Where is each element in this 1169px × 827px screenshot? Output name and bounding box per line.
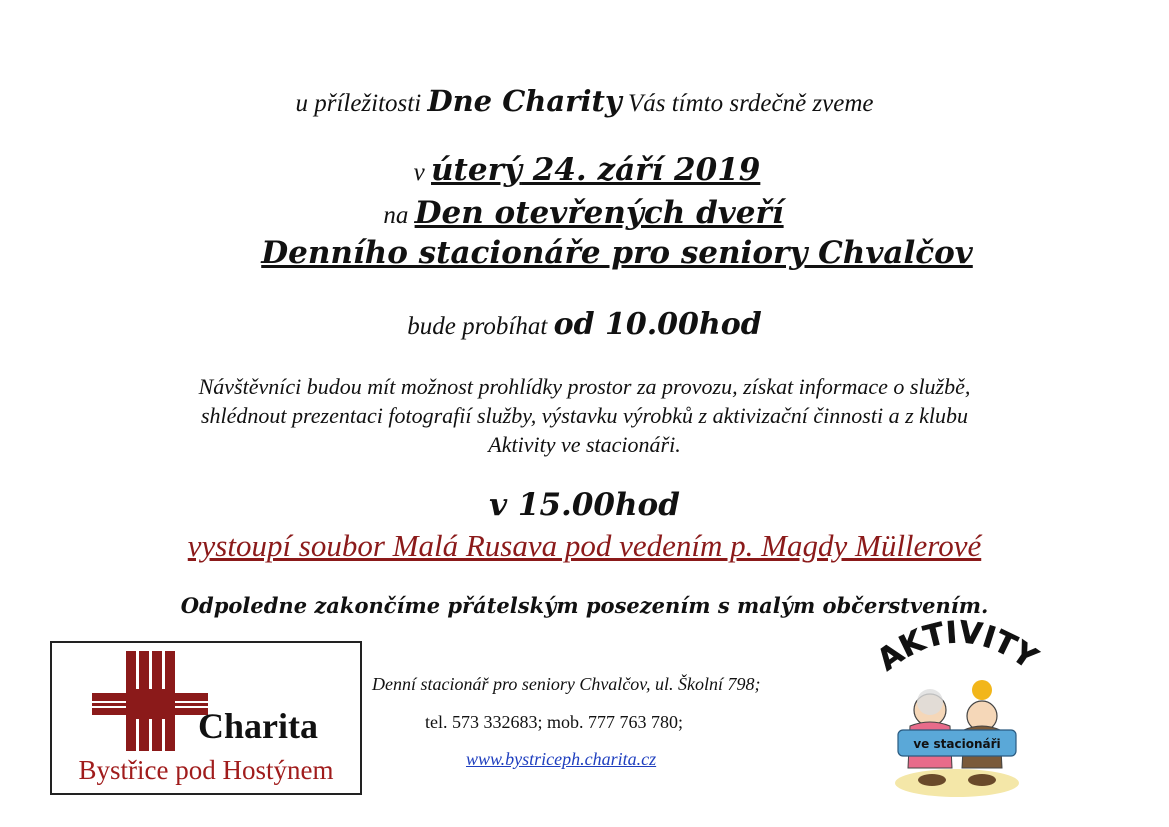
description-line-1: Návštěvníci budou mít možnost prohlídky prostor za provozu, získat informace o službě, <box>198 374 971 399</box>
invitation-line-event-title <box>0 195 1169 231</box>
date-value: 24. září 2019 <box>521 152 761 188</box>
description-line-2: shlédnout prezentaci fotografií služby, výstavku výrobků z aktivizační činnosti a z klubu <box>200 403 969 428</box>
contact-phones: tel. 573 332683; mob. 777 763 780; <box>425 712 683 732</box>
event-title-pre: na <box>383 202 415 229</box>
contact-address: Denní stacionář pro seniory Chvalčov, ul. Školní 798; <box>372 674 761 694</box>
closing-note: Odpoledne zakončíme přátelským posezením s malým občerstvením. <box>180 593 989 618</box>
invitation-line-date <box>0 152 1169 188</box>
charita-name: Charita <box>198 706 318 746</box>
date-pre: v <box>413 159 432 186</box>
facility-title: Denního stacionáře pro seniory Chvalčov <box>261 235 973 271</box>
aktivity-title: AKTIVITY <box>871 618 1044 678</box>
invitation-line-facility <box>0 235 1169 271</box>
invitation-line-occasion <box>0 84 1169 118</box>
occasion-pre: u příležitosti <box>295 90 428 117</box>
start-time: od 10.00hod <box>553 307 762 342</box>
sun-icon <box>972 680 992 700</box>
description-line-3: Aktivity ve stacionáři. <box>488 432 681 457</box>
date-day: úterý <box>431 152 522 188</box>
occasion-post: Vás tímto srdečně zveme <box>621 90 874 117</box>
aktivity-logo <box>870 618 1045 803</box>
description-paragraph <box>0 372 1169 459</box>
aktivity-banner-text: ve stacionáři <box>913 737 1001 751</box>
performance-time: v 15.00hod <box>489 487 680 523</box>
charita-place: Bystřice pod Hostýnem <box>78 755 334 785</box>
start-time-pre: bude probíhat <box>407 313 554 340</box>
invitation-line-start-time <box>0 307 1169 342</box>
charita-logo <box>50 641 362 795</box>
event-name: Dne Charity <box>427 84 622 118</box>
website-link[interactable]: www.bystriceph.charita.cz <box>466 749 657 769</box>
event-title: Den otevřených dveří <box>414 195 784 231</box>
performance-description: vystoupí soubor Malá Rusava pod vedením p. Magdy Müllerové <box>187 528 982 563</box>
